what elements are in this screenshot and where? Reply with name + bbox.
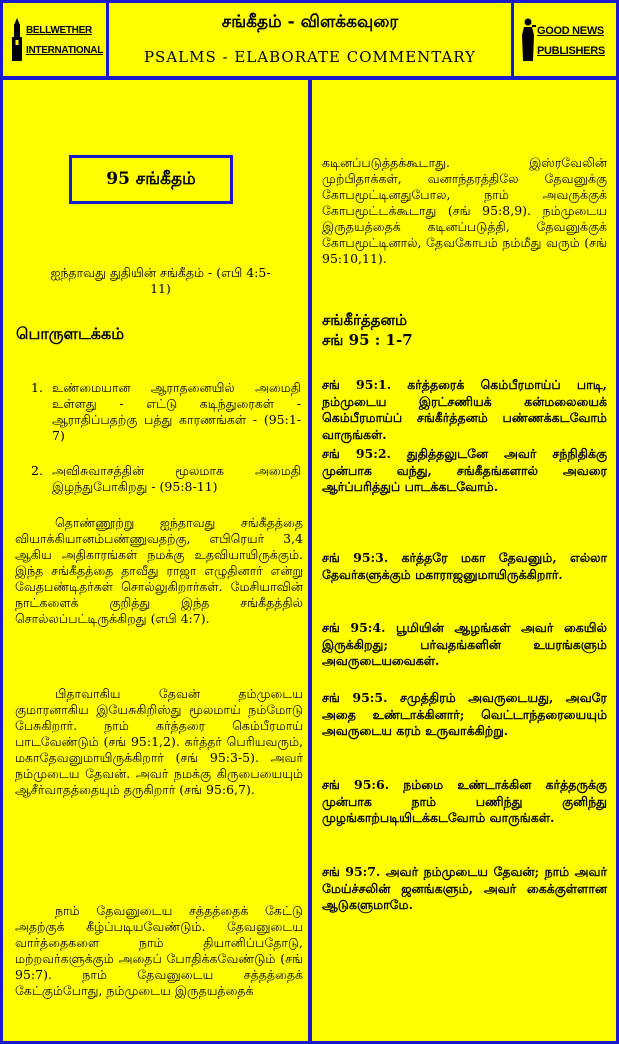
header-right-logo-panel xyxy=(514,3,616,76)
verse: சங் 95:5. சமுத்திரம் அவருடையது, அவரே அதை உண்டாக்கினார்; வெட்டாந்தரையையும் அவருடைய கரம் உருவாக்கிற்று. xyxy=(322,690,607,738)
header-title-panel xyxy=(109,3,511,76)
right-column xyxy=(312,80,616,1041)
section-heading-reference: சங் 95 : 1-7 xyxy=(322,331,413,349)
left-logo-line2: INTERNATIONAL xyxy=(26,45,104,56)
left-column xyxy=(3,80,308,1041)
psalm-title-box xyxy=(69,155,233,204)
verse: சங் 95:4. பூமியின் ஆழங்கள் அவர் கையில் இருக்கிறது; பர்வதங்களின் உயரங்களும் அவருடையவைகள். xyxy=(322,620,607,668)
verse: சங் 95:3. கர்த்தரே மகா தேவனும், எல்லா தேவர்களுக்கும் மகாராஜனுமாயிருக்கிறார். xyxy=(322,550,607,582)
paragraph: நாம் தேவனுடைய சத்தத்தைக் கேட்டு அதற்குக் கீழ்ப்படியவேண்டும். தேவனுடைய வார்த்தைகளை நாம் தியானிப்பதோடு, மற்றவர்களுக்கும் அதைப் போதிக்கவேண்டும் (சங் 95:7). நாம் தேவனுடைய சத்தத்தைக் கேட்கும்போது, நம்முடைய இருதயத்தைக் xyxy=(15,903,303,998)
right-logo-line2: PUBLISHERS xyxy=(537,45,605,57)
outline-item xyxy=(23,463,301,495)
outline-number: 1. xyxy=(31,380,43,395)
psalm-title: 95 சங்கீதம் xyxy=(106,169,196,189)
contents-heading: பொருளடக்கம் xyxy=(16,324,125,343)
verse: சங் 95:2. துதித்தலுடனே அவர் சந்நிதிக்கு முன்பாக வந்து, சங்கீதங்களால் அவரை ஆர்ப்பரித்துப் பாடக்கடவோம். xyxy=(322,446,607,494)
good-news-logo xyxy=(520,17,612,63)
outline-item xyxy=(23,380,301,444)
herald-figure-icon xyxy=(520,17,536,63)
title-english: PSALMS - ELABORATE COMMENTARY xyxy=(143,48,477,66)
section-heading-title: சங்கீர்த்தனம் xyxy=(322,311,408,329)
outline-list xyxy=(23,380,301,514)
continuation-paragraph: கடினப்படுத்தக்கூடாது. இஸ்ரவேலின் முற்பிதாக்கள், வனாந்தரத்திலே தேவனுக்கு கோபமூட்டினதுபோல, நாம் அவருக்குக் கோபமூட்டக்கூடாது (சங் 95:8,9). நம்முடைய இருதயத்தைக் கடினப்படுத்தி, தேவனுக்குக் கோபமூட்டினால், தேவகோபம் நம்மீது வரும் (சங் 95:10,11). xyxy=(322,155,607,266)
bell-tower-icon xyxy=(9,17,25,63)
verse: சங் 95:1. கர்த்தரைக் கெம்பீரமாய்ப் பாடி, நம்முடைய இரட்சணியக் கன்மலையைக் கெம்பீரமாய்ப் சங்கீர்த்தனம் பண்ணக்கடவோம் வாருங்கள். xyxy=(322,377,607,442)
section-heading xyxy=(322,310,413,350)
outline-number: 2. xyxy=(31,463,43,478)
paragraph: தொண்ணூற்று ஐந்தாவது சங்கீதத்தை வியாக்கியானம்பண்ணுவதற்கு, எபிரெயர் 3,4 ஆகிய அதிகாரங்கள் நமக்கு உதவியாயிருக்கும். இந்த சங்கீதத்தை தாவீது ராஜா எழுதினார் என்று வேதபண்டிதர்கள் சொல்லுகிறார்கள். மேசியாவின் நாட்களைக் குறித்து இந்த சங்கீதத்தில் சொல்லப்பட்டிருக்கிறது (எபி 4:7). xyxy=(15,515,303,626)
intro-text: ஐந்தாவது துதியின் சங்கீதம் - (எபி 4:5-11) xyxy=(50,265,271,296)
left-logo-line1: BELLWETHER xyxy=(26,25,92,36)
title-tamil: சங்கீதம் - விளக்கவுரை xyxy=(221,12,399,32)
header-left-logo-panel xyxy=(3,3,106,76)
outline-text: உண்மையான ஆராதனையில் அமைதி உள்ளது - எட்டு கடிந்துரைகள் - ஆராதிப்பதற்கு பத்து காரணங்கள் - (95:1-7) xyxy=(52,380,301,443)
paragraph: பிதாவாகிய தேவன் தம்முடைய குமாரனாகிய இயேசுகிறிஸ்து மூலமாய் நம்மோடு பேசுகிறார். நாம் கர்த்தரை கெம்பீரமாய் பாடவேண்டும் (சங் 95:1,2). கர்த்தர் பெரியவரும், மகாதேவனுமாயிருக்கிறார் (சங் 95:3-5). அவர் நம்முடைய தேவன். அவர் நமக்கு கிருபையையும் ஆசீர்வாதத்தையும் தருகிறார் (சங் 95:6,7). xyxy=(15,686,303,797)
verse: சங் 95:7. அவர் நம்முடைய தேவன்; நாம் அவர் மேய்ச்சலின் ஜனங்களும், அவர் கைக்குள்ளான ஆடுகளுமாமே. xyxy=(322,864,607,912)
outline-text: அவிசுவாசத்தின் மூலமாக அமைதி இழந்துபோகிறது - (95:8-11) xyxy=(52,463,301,494)
right-logo-line1: GOOD NEWS xyxy=(537,25,604,37)
bellwether-logo xyxy=(9,17,104,63)
verse: சங் 95:6. நம்மை உண்டாக்கின கர்த்தருக்கு முன்பாக நாம் பணிந்து குனிந்து முழங்காற்படியிடக்கடவோம் வாருங்கள். xyxy=(322,777,607,825)
